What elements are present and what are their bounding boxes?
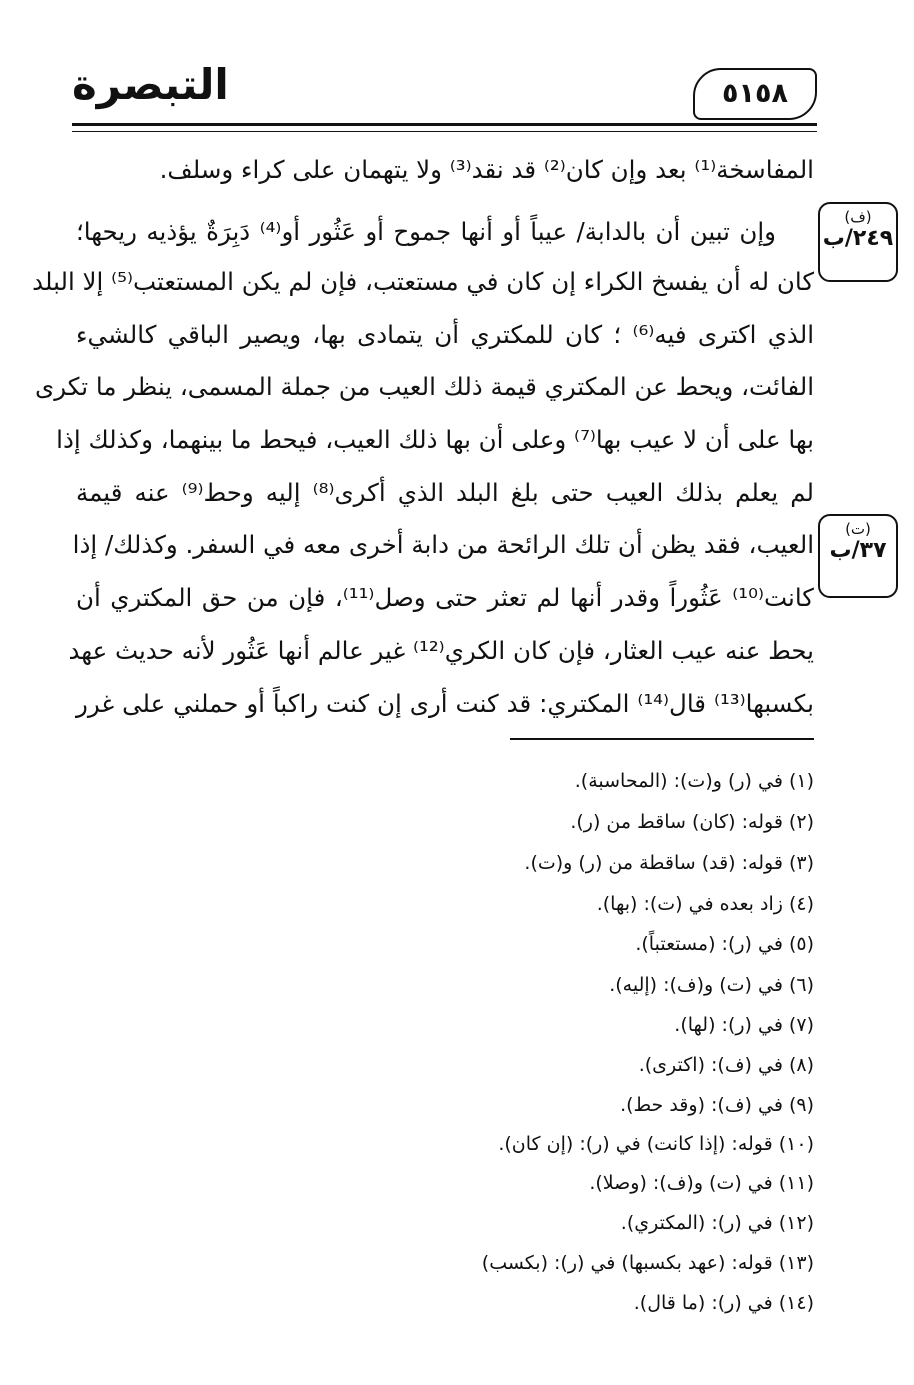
footnote: (٤) زاد بعده في (ت): (بها).	[596, 893, 814, 915]
margin-note-ref: ٣٧/ب	[829, 538, 887, 563]
header-rule-thin	[72, 131, 817, 132]
footnote: (٧) في (ر): (لها).	[674, 1014, 814, 1036]
body-line: المفاسخة⁽¹⁾ بعد وإن كان⁽²⁾ قد نقد⁽³⁾ ولا يتهمان على كراء وسلف.	[159, 155, 814, 184]
body-line: الذي اكترى فيه⁽⁶⁾ ؛ كان للمكتري أن يتمادى بها، ويصير الباقي كالشيء	[76, 320, 814, 349]
footnote: (٩) في (ف): (وقد حط).	[620, 1094, 814, 1116]
body-line: يحط عنه عيب العثار، فإن كان الكري⁽¹²⁾ غير عالم أنها عَثُور لأنه حديث عهد	[68, 636, 814, 665]
page-number: ٥١٥٨	[693, 68, 817, 120]
body-line: وإن تبين أن بالدابة/ عيباً أو أنها جموح أو عَثُور أو⁽⁴⁾ دَبِرَةٌ يؤذيه ريحها؛	[76, 217, 776, 246]
footnote: (١١) في (ت) و(ف): (وصلا).	[589, 1172, 814, 1194]
margin-note-ref: ٢٤٩/ب	[822, 226, 894, 251]
body-line: كانت⁽¹⁰⁾ عَثُوراً وقدر أنها لم تعثر حتى وصل⁽¹¹⁾، فإن من حق المكتري أن	[76, 583, 814, 612]
footnote: (١) في (ر) و(ت): (المحاسبة).	[574, 770, 814, 792]
footnote: (١٠) قوله: (إذا كانت) في (ر): (إن كان).	[498, 1133, 814, 1155]
body-line: العيب، فقد يظن أن تلك الرائحة من دابة أخرى معه في السفر. وكذلك/ إذا	[72, 530, 814, 559]
footnote: (١٣) قوله: (عهد بكسبها) في (ر): (بكسب)	[481, 1252, 814, 1274]
body-line: لم يعلم بذلك العيب حتى بلغ البلد الذي أكرى⁽⁸⁾ إليه وحط⁽⁹⁾ عنه قيمة	[76, 478, 814, 507]
footnote: (٢) قوله: (كان) ساقط من (ر).	[570, 811, 814, 833]
margin-note-f	[818, 202, 898, 282]
footnote: (١٤) في (ر): (ما قال).	[633, 1292, 814, 1314]
body-line: الفائت، ويحط عن المكتري قيمة ذلك العيب من جملة المسمى، ينظر ما تكرى	[35, 372, 814, 401]
body-line: بها على أن لا عيب بها⁽⁷⁾ وعلى أن بها ذلك العيب، فيحط ما بينهما، وكذلك إذا	[56, 425, 814, 454]
page-header	[72, 56, 817, 126]
footnote: (٣) قوله: (قد) ساقطة من (ر) و(ت).	[524, 852, 814, 874]
footnote: (٦) في (ت) و(ف): (إليه).	[609, 974, 814, 996]
footnote: (٨) في (ف): (اكترى).	[638, 1054, 814, 1076]
footnote: (١٢) في (ر): (المكتري).	[620, 1212, 814, 1234]
margin-note-label: (ف)	[844, 208, 872, 226]
header-rule	[72, 123, 817, 126]
footnote-separator	[510, 738, 814, 740]
body-line: بكسبها⁽¹³⁾ قال⁽¹⁴⁾ المكتري: قد كنت أرى إن كنت راكباً أو حملني على غرر	[76, 689, 814, 718]
book-title: التبصرة	[72, 60, 229, 109]
margin-note-t	[818, 514, 898, 598]
margin-note-label: (ت)	[845, 520, 871, 538]
body-line: كان له أن يفسخ الكراء إن كان في مستعتب، فإن لم يكن المستعتب⁽⁵⁾ إلا البلد	[32, 267, 814, 296]
footnote: (٥) في (ر): (مستعتباً).	[635, 933, 814, 955]
